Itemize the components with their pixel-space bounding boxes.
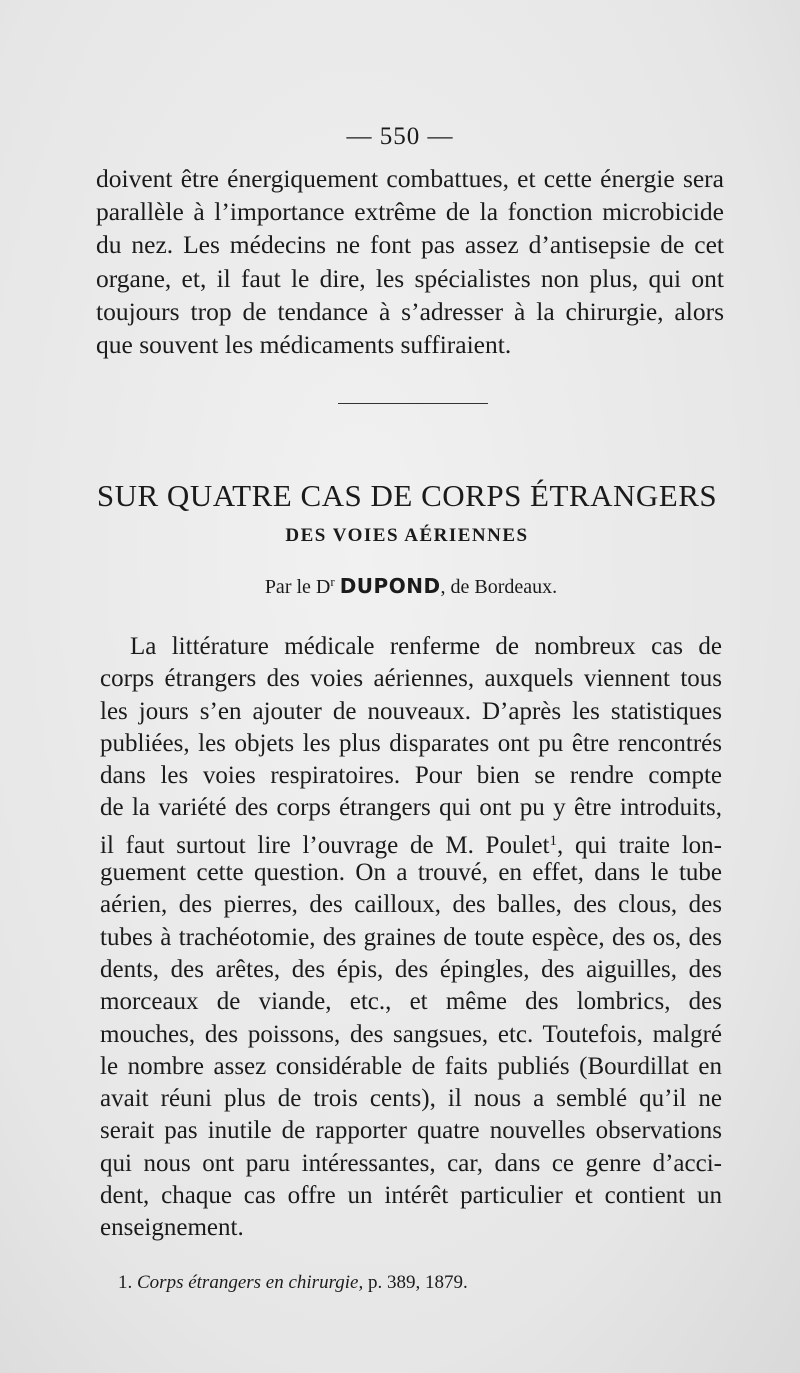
text-line: qui nous ont paru intéressantes, car, dans ce genre d’acci- [100,1149,722,1177]
text-line: organe, et, il faut le dire, les spécialistes non plus, qui ont [96,263,724,293]
text-line: le nombre assez considérable de faits publiés (Bourdillat en [100,1052,722,1080]
text-line: dents, des arêtes, des épis, des épingles, des aiguilles, des [100,955,722,983]
text-line: serait pas inutile de rapporter quatre nouvelles observations [100,1117,722,1145]
text-line: guement cette question. On a trouvé, en effet, dans le tube [100,859,722,887]
intro-paragraph [96,162,724,361]
text-line: les jours s’en ajouter de nouveaux. D’après les statistiques [100,697,722,725]
text-line: corps étrangers des voies aériennes, auxquels viennent tous [100,665,722,693]
author-name: DUPOND [339,574,441,598]
text-line: avait réuni plus de trois cents), il nous a semblé qu’il ne [100,1085,722,1113]
text-line: mouches, des poissons, des sangsues, etc. Toutefois, malgré [100,1020,722,1048]
text-line: aérien, des pierres, des cailloux, des balles, des clous, des [100,891,722,919]
footnote [118,1272,468,1294]
text-line: enseignement. [100,1214,244,1242]
byline-prefix: Par le D [264,576,331,598]
byline-prefix-sup: r [330,574,335,589]
text-line: de la variété des corps étrangers qui ont pu y être introduits, [100,794,722,822]
text-line: doivent être énergiquement combattues, et cette énergie sera [96,164,724,193]
text-line: toujours trop de tendance à s’adresser à la chirurgie, alors [96,296,724,326]
article-subtitle: DES VOIES AÉRIENNES [285,525,529,546]
article-body [100,631,722,1245]
article-title: SUR QUATRE CAS DE CORPS ÉTRANGERS [96,478,718,513]
footnote-number: 1. [118,1272,133,1293]
text-line-end: , qui traite lon- [556,831,722,859]
text-line: dent, chaque cas offre un intérêt particulier et contient un [100,1182,722,1210]
text-line: du nez. Les médecins ne font pas assez d’antisepsie de cet [96,230,724,260]
text-line: parallèle à l’importance extrême de la fonction microbicide [96,197,724,227]
text-line: que souvent les médicaments suffiraient. [96,329,512,359]
page-number: — 550 — [346,123,454,150]
text-line-start: il faut surtout lire l’ouvrage de M. Poulet [100,831,550,859]
footnote-reference: 1 [549,832,557,849]
text-line: morceaux de viande, etc., et même des lombrics, des [100,988,722,1016]
text-line: publiées, les objets les plus disparates ont pu être rencontrés [100,729,722,757]
footnote-citation: p. 389, 1879. [367,1272,468,1293]
text-line: La littérature médicale renferme de nombreux cas de [130,633,722,660]
text-line-with-footnote [100,825,722,857]
section-divider [338,403,488,404]
text-line: tubes à trachéotomie, des graines de toute espèce, des os, des [100,923,722,951]
article-byline [0,574,800,599]
byline-suffix: , de Bordeaux. [440,576,558,598]
footnote-title: Corps étrangers en chirurgie, [137,1272,364,1293]
text-line: dans les voies respiratoires. Pour bien se rendre compte [100,762,722,790]
